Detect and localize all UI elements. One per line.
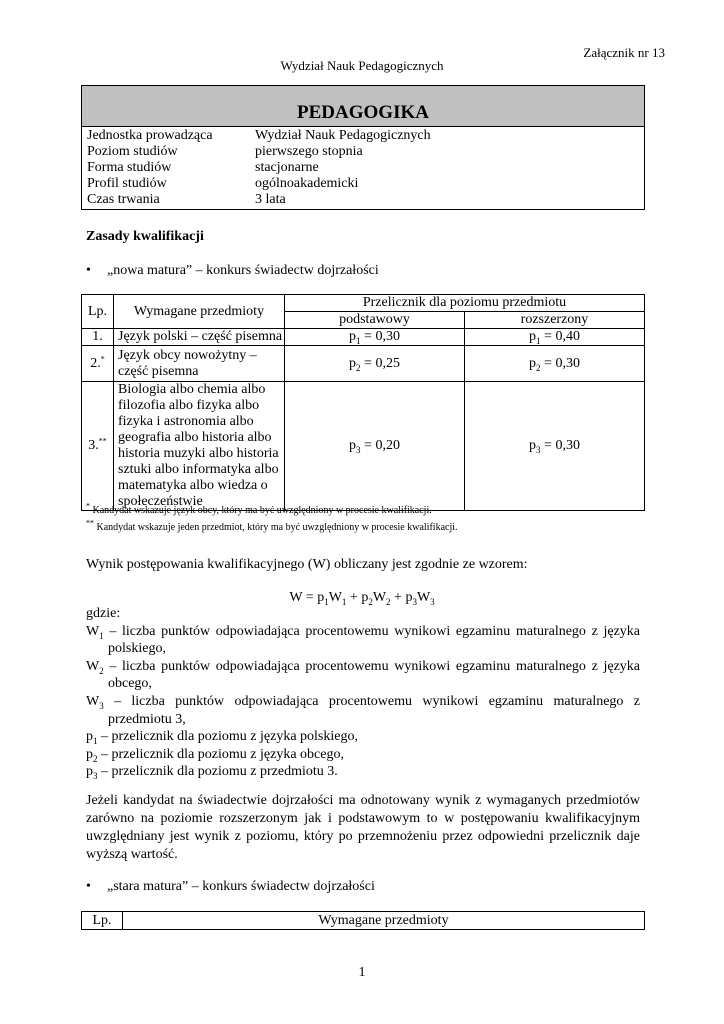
definition-item: $p_1$ – przelicznik dla poziomu z języka polskiego, (86, 729, 358, 746)
row-extended: $p_1 = 0,40$ (465, 329, 645, 346)
header-subjects: Wymagane przedmioty (114, 295, 285, 329)
info-value: Wydział Nauk Pedagogicznych (255, 128, 431, 143)
row-subject: Język polski – część pisemna (114, 329, 285, 346)
definition-item: $W_3$ – liczba punktów odpowiadająca procentowemu wynikowi egzaminu maturalnego z przedmiotu 3, (86, 693, 640, 727)
row-basic: $p_1 = 0,30$ (285, 329, 465, 346)
row-subject: Biologia albo chemia albo filozofia albo fizyka albo fizyka i astronomia albo geografia albo historia albo historia muzyki albo historia sztuki albo informatyka albo matematyka albo wiedza o społeczeństwie (114, 382, 285, 511)
program-info-list (82, 127, 644, 209)
bullet-text: „nowa matura” – konkurs świadectw dojrzałości (107, 263, 379, 278)
definition-item: $W_1$ – liczba punktów odpowiadająca procentowemu wynikowi egzaminu maturalnego z języka polskiego, (86, 623, 640, 657)
row-extended: $p_2 = 0,30$ (465, 346, 645, 382)
row-lp: 1. (82, 329, 114, 346)
info-row (87, 144, 644, 160)
row-basic: $p_3 = 0,20$ (285, 382, 465, 511)
info-key: Czas trwania (87, 192, 160, 207)
info-row (87, 176, 644, 192)
header-subjects: Wymagane przedmioty (123, 912, 645, 930)
header-basic: podstawowy (285, 312, 465, 329)
program-title: PEDAGOGIKA (82, 86, 644, 127)
result-intro: Wynik postępowania kwalifikacyjnego (W) obliczany jest zgodnie ze wzorem: (86, 557, 528, 572)
info-key: Jednostka prowadząca (87, 128, 213, 143)
footnote-2: ** Kandydat wskazuje jeden przedmiot, który ma być uwzględniony w procesie kwalifikacji. (86, 518, 458, 533)
table-row (82, 346, 645, 382)
info-key: Forma studiów (87, 160, 172, 175)
definition-item: $W_2$ – liczba punktów odpowiadająca procentowemu wynikowi egzaminu maturalnego z języka obcego, (86, 658, 640, 692)
info-row (87, 128, 644, 144)
rules-heading: Zasady kwalifikacji (86, 229, 204, 244)
faculty-header: Wydział Nauk Pedagogicznych (280, 58, 444, 73)
info-row (87, 192, 644, 208)
header-converter: Przelicznik dla poziomu przedmiotu (285, 295, 645, 312)
definition-item: $p_3$ – przelicznik dla poziomu z przedmiotu 3. (86, 764, 338, 782)
bullet-text: „stara matura” – konkurs świadectw dojrzałości (107, 879, 375, 894)
header-lp: Lp. (82, 295, 114, 329)
bullet-icon: • (86, 263, 91, 278)
header-lp: Lp. (82, 912, 123, 930)
row-lp: 3.** (82, 382, 114, 511)
definition-item: $p_2$ – przelicznik dla poziomu z języka obcego, (86, 746, 344, 764)
where-label: gdzie: (86, 606, 121, 621)
footnote-1: * Kandydat wskazuje język obcy, który ma być uwzględniony w procesie kwalifikacji. (86, 501, 432, 516)
selection-paragraph: Jeżeli kandydat na świadectwie dojrzałości ma odnotowany wynik z wymaganych przedmiotów zarówno na poziomie rozszerzonym jak i podstawowym to w postępowaniu kwalifikacyjnym uwzględniany jest wynik z poziomu, który po przemnożeniu przez odpowiedni przelicznik daje wyższą wartość. (86, 793, 640, 862)
formula: $W = p_1W_1 + p_2W_2 + p_3W_3$ (289, 590, 435, 607)
table-row (82, 329, 645, 346)
header-extended: rozszerzony (465, 312, 645, 329)
info-value: pierwszego stopnia (255, 144, 363, 159)
info-key: Profil studiów (87, 176, 167, 191)
info-value: 3 lata (255, 192, 286, 207)
row-basic: $p_2 = 0,25$ (285, 346, 465, 382)
bullet-icon: • (86, 879, 91, 894)
info-row (87, 160, 644, 176)
annex-number: Załącznik nr 13 (583, 45, 665, 60)
table-new-matura (81, 294, 645, 511)
row-extended: $p_3 = 0,30$ (465, 382, 645, 511)
row-subject: Język obcy nowożytny – część pisemna (114, 346, 285, 382)
info-key: Poziom studiów (87, 144, 178, 159)
program-info-box (81, 85, 645, 210)
info-value: stacjonarne (255, 160, 319, 175)
table-old-matura (81, 911, 645, 930)
definitions (86, 605, 640, 781)
info-value: ogólnoakademicki (255, 176, 359, 191)
row-lp: 2.* (82, 346, 114, 382)
page-number: 1 (358, 965, 366, 980)
table-row (82, 382, 645, 511)
